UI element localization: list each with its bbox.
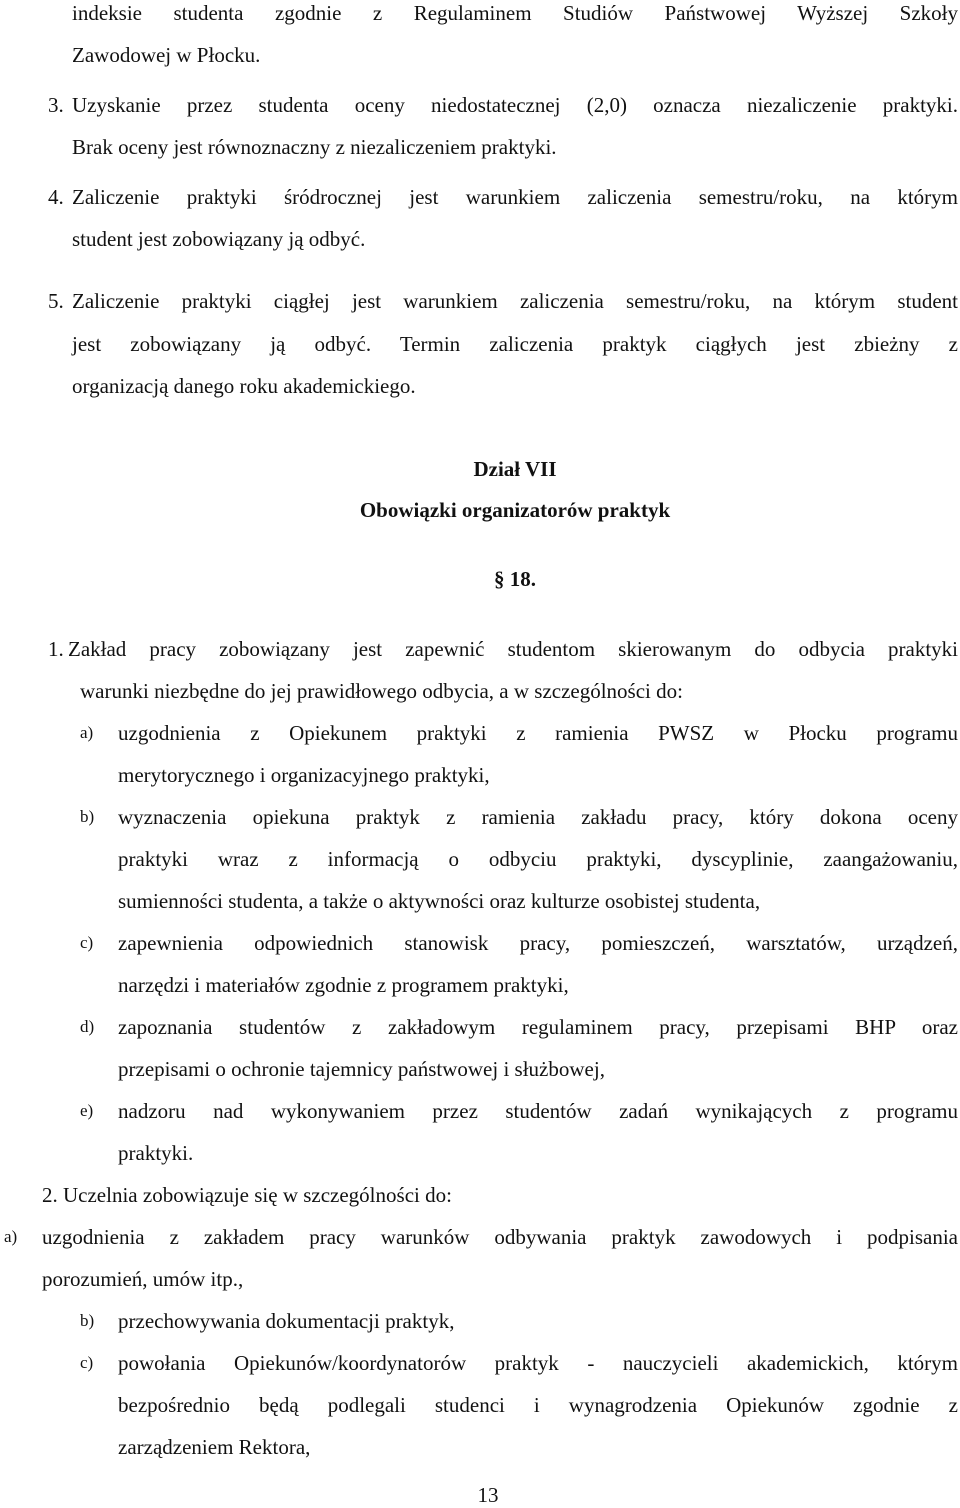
text-line: sumienności studenta, a także o aktywności oraz kulturze osobistej studenta, — [118, 889, 761, 913]
text-line: warunki niezbędne do jej prawidłowego odbycia, a w szczególności do: — [80, 679, 683, 703]
item-label: a) — [80, 723, 94, 742]
text-line: uzgodnienia z Opiekunem praktyki z ramienia PWSZ w Płocku programu — [118, 721, 958, 745]
item-label: e) — [80, 1101, 94, 1120]
section-title: Dział VII — [473, 457, 557, 481]
text-line: student jest zobowiązany ją odbyć. — [72, 227, 366, 251]
text-line: bezpośrednio będą podlegali studenci i wynagrodzenia Opiekunów zgodnie z — [118, 1393, 958, 1417]
text-line: zapoznania studentów z zakładowym regulaminem pracy, przepisami BHP oraz — [118, 1015, 958, 1039]
text-line: praktyki wraz z informacją o odbyciu praktyki, dyscyplinie, zaangażowaniu, — [118, 847, 958, 871]
text-line: jest zobowiązany ją odbyć. Termin zaliczenia praktyk ciągłych jest zbieżny z — [72, 332, 958, 356]
text-line: Uzyskanie przez studenta oceny niedostatecznej (2,0) oznacza niezaliczenie praktyki. — [72, 93, 958, 117]
page-number: 13 — [477, 1483, 499, 1507]
text-line: 2. Uczelnia zobowiązuje się w szczególności do: — [42, 1183, 452, 1207]
item-label: c) — [80, 1353, 94, 1372]
item-label: c) — [80, 933, 94, 952]
item-label: a) — [4, 1227, 18, 1246]
list-number: 1. — [48, 637, 64, 661]
list-number: 4. — [48, 185, 64, 209]
text-line: uzgodnienia z zakładem pracy warunków odbywania praktyk zawodowych i podpisania — [42, 1225, 958, 1249]
item-label: b) — [80, 1311, 95, 1330]
text-line: porozumień, umów itp., — [42, 1267, 244, 1291]
text-line: indeksie studenta zgodnie z Regulaminem Studiów Państwowej Wyższej Szkoły — [72, 1, 958, 25]
text-line: przechowywania dokumentacji praktyk, — [118, 1309, 455, 1333]
text-line: narzędzi i materiałów zgodnie z programem praktyki, — [118, 973, 569, 997]
text-line: merytorycznego i organizacyjnego praktyki, — [118, 763, 490, 787]
text-line: Zaliczenie praktyki śródrocznej jest warunkiem zaliczenia semestru/roku, na którym — [72, 185, 958, 209]
text-line: organizacją danego roku akademickiego. — [72, 374, 416, 398]
text-line: wyznaczenia opiekuna praktyk z ramienia zakładu pracy, który dokona oceny — [118, 805, 958, 829]
item-label: d) — [80, 1017, 95, 1036]
list-number: 5. — [48, 289, 64, 313]
text-line: nadzoru nad wykonywaniem przez studentów zadań wynikających z programu — [118, 1099, 958, 1123]
list-number: 3. — [48, 93, 64, 117]
text-line: praktyki. — [118, 1141, 194, 1165]
section-subtitle: Obowiązki organizatorów praktyk — [359, 498, 671, 522]
text-line: Zaliczenie praktyki ciągłej jest warunkiem zaliczenia semestru/roku, na którym student — [72, 289, 958, 313]
text-line: Brak oceny jest równoznaczny z niezaliczeniem praktyki. — [72, 135, 557, 159]
paragraph-number: § 18. — [494, 567, 536, 591]
text-line: przepisami o ochronie tajemnicy państwowej i służbowej, — [118, 1057, 605, 1081]
text-line: Zawodowej w Płocku. — [72, 43, 261, 67]
text-line: zarządzeniem Rektora, — [118, 1435, 311, 1459]
item-label: b) — [80, 807, 95, 826]
text-line: powołania Opiekunów/koordynatorów praktyk - nauczycieli akademickich, którym — [118, 1351, 958, 1375]
text-line: Zakład pracy zobowiązany jest zapewnić studentom skierowanym do odbycia praktyki — [68, 637, 958, 661]
text-line: zapewnienia odpowiednich stanowisk pracy, pomieszczeń, warsztatów, urządzeń, — [118, 931, 958, 955]
